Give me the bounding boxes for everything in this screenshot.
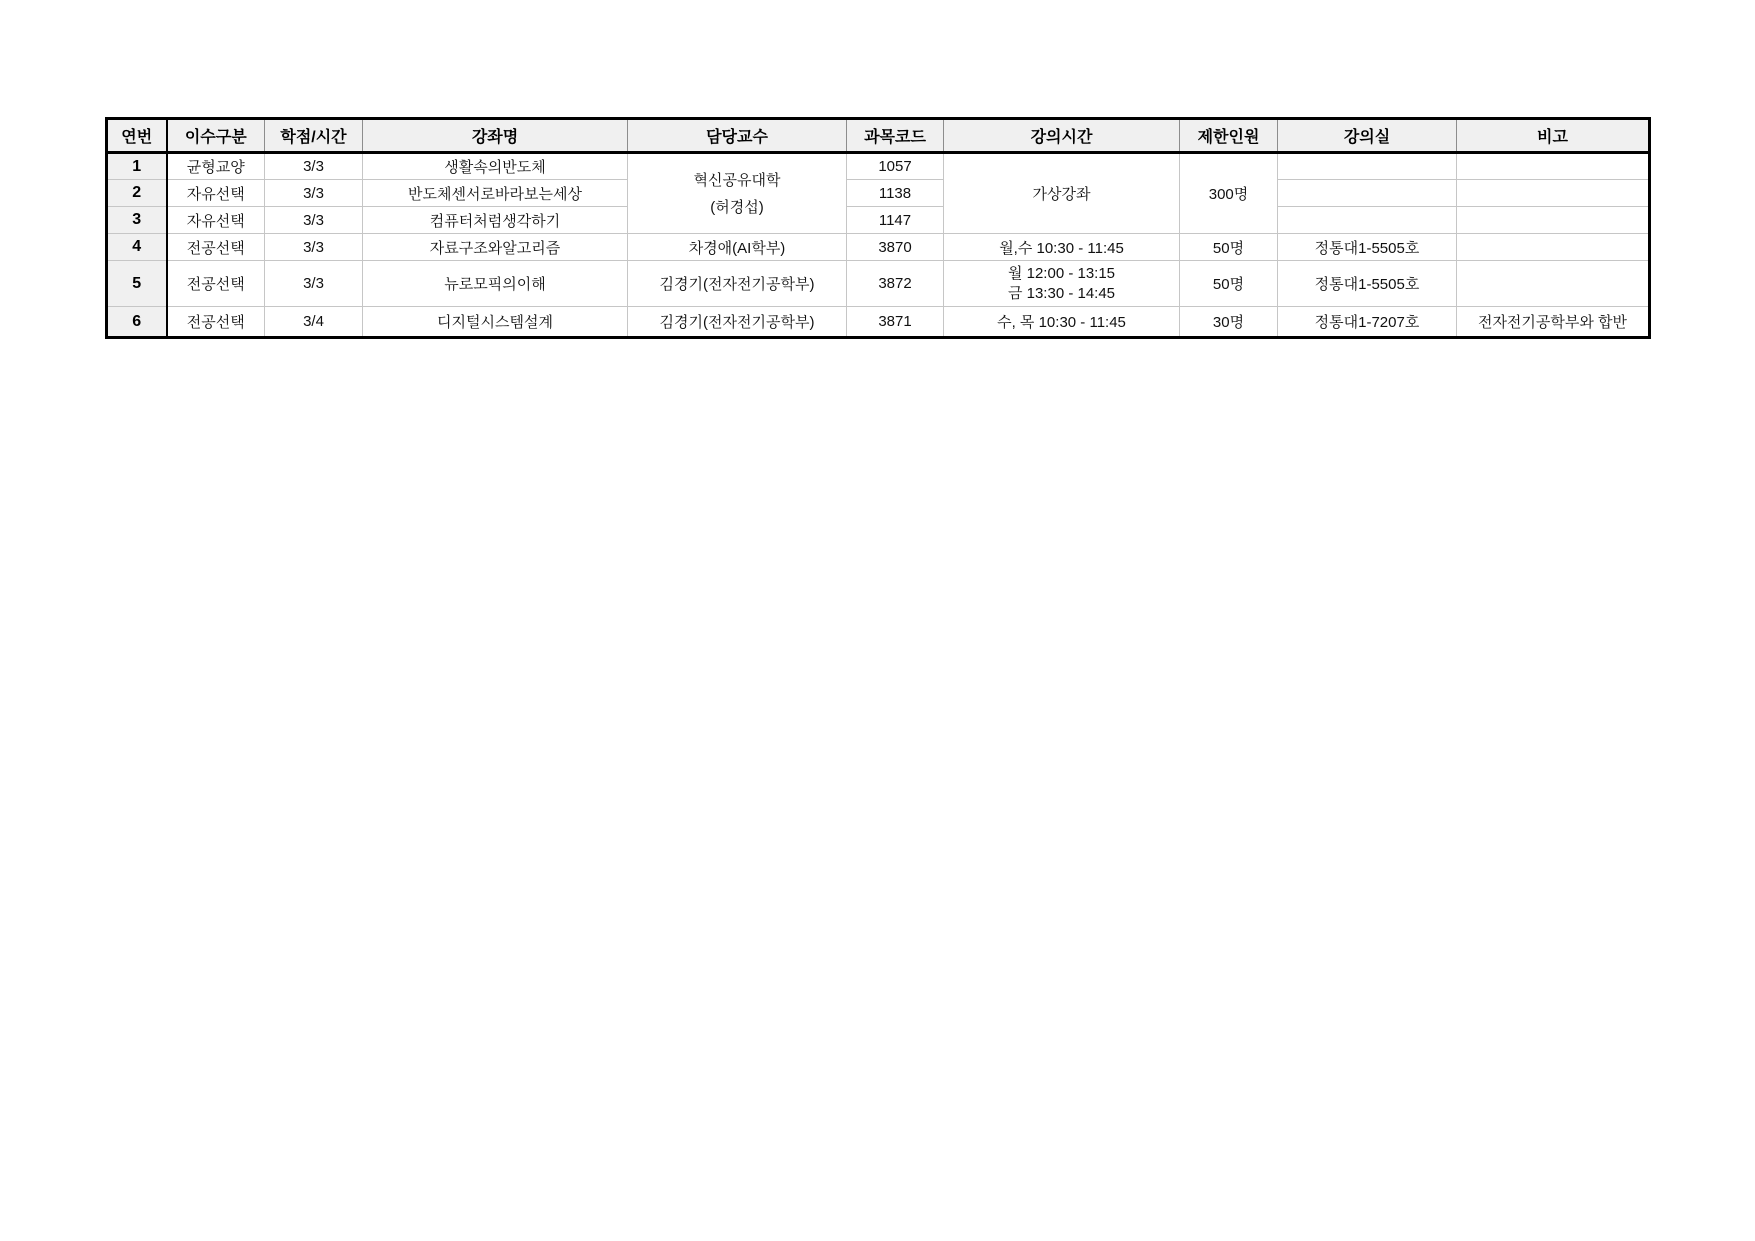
col-header-category: 이수구분 xyxy=(167,119,265,153)
cell-r4-course: 자료구조와알고리즘 xyxy=(363,234,628,261)
cell-r3-room xyxy=(1278,207,1457,234)
cell-r5-professor: 김경기(전자전기공학부) xyxy=(628,261,847,307)
cell-r1-room xyxy=(1278,153,1457,180)
cell-r3-no: 3 xyxy=(107,207,167,234)
professor-merged-line1: 혁신공유대학 xyxy=(693,171,781,189)
cell-r4-credits: 3/3 xyxy=(265,234,363,261)
col-header-course: 강좌명 xyxy=(363,119,628,153)
cell-r4-note xyxy=(1457,234,1650,261)
cell-r6-code: 3871 xyxy=(847,307,944,338)
table-row-2 xyxy=(107,180,1650,207)
table-row-5 xyxy=(107,261,1650,307)
cell-professor-merged xyxy=(628,153,847,234)
r5-time-line2: 금 13:30 - 14:45 xyxy=(1007,284,1116,302)
cell-r2-category: 자유선택 xyxy=(167,180,265,207)
col-header-time: 강의시간 xyxy=(944,119,1180,153)
cell-r1-credits: 3/3 xyxy=(265,153,363,180)
cell-r6-credits: 3/4 xyxy=(265,307,363,338)
cell-r2-note xyxy=(1457,180,1650,207)
cell-r4-category: 전공선택 xyxy=(167,234,265,261)
cell-r1-code: 1057 xyxy=(847,153,944,180)
cell-r5-no: 5 xyxy=(107,261,167,307)
cell-r6-professor: 김경기(전자전기공학부) xyxy=(628,307,847,338)
cell-r4-time: 월,수 10:30 - 11:45 xyxy=(944,234,1180,261)
cell-r2-credits: 3/3 xyxy=(265,180,363,207)
cell-r6-course: 디지털시스템설계 xyxy=(363,307,628,338)
cell-r1-note xyxy=(1457,153,1650,180)
cell-r5-limit: 50명 xyxy=(1180,261,1278,307)
course-table-container xyxy=(105,117,1651,339)
cell-r1-no: 1 xyxy=(107,153,167,180)
cell-r3-credits: 3/3 xyxy=(265,207,363,234)
cell-r6-time: 수, 목 10:30 - 11:45 xyxy=(944,307,1180,338)
col-header-code: 과목코드 xyxy=(847,119,944,153)
cell-r2-room xyxy=(1278,180,1457,207)
cell-r1-course: 생활속의반도체 xyxy=(363,153,628,180)
cell-r5-course: 뉴로모픽의이해 xyxy=(363,261,628,307)
cell-r5-code: 3872 xyxy=(847,261,944,307)
cell-r6-category: 전공선택 xyxy=(167,307,265,338)
cell-r5-note xyxy=(1457,261,1650,307)
course-table xyxy=(105,117,1651,339)
cell-r5-credits: 3/3 xyxy=(265,261,363,307)
cell-r2-code: 1138 xyxy=(847,180,944,207)
cell-r4-limit: 50명 xyxy=(1180,234,1278,261)
professor-merged-line2: (허경섭) xyxy=(710,198,764,216)
cell-r3-code: 1147 xyxy=(847,207,944,234)
cell-r1-category: 균형교양 xyxy=(167,153,265,180)
table-row-4 xyxy=(107,234,1650,261)
cell-r2-course: 반도체센서로바라보는세상 xyxy=(363,180,628,207)
cell-r4-no: 4 xyxy=(107,234,167,261)
cell-r6-limit: 30명 xyxy=(1180,307,1278,338)
r5-time-line1: 월 12:00 - 13:15 xyxy=(1007,264,1116,282)
cell-r4-code: 3870 xyxy=(847,234,944,261)
col-header-limit: 제한인원 xyxy=(1180,119,1278,153)
cell-r2-no: 2 xyxy=(107,180,167,207)
table-row-1 xyxy=(107,153,1650,180)
cell-r5-room: 정통대1-5505호 xyxy=(1278,261,1457,307)
col-header-note: 비고 xyxy=(1457,119,1650,153)
col-header-room: 강의실 xyxy=(1278,119,1457,153)
cell-r5-category: 전공선택 xyxy=(167,261,265,307)
table-row-3 xyxy=(107,207,1650,234)
cell-time-merged: 가상강좌 xyxy=(944,153,1180,234)
header-row xyxy=(107,119,1650,153)
cell-r6-no: 6 xyxy=(107,307,167,338)
cell-limit-merged: 300명 xyxy=(1180,153,1278,234)
cell-r3-category: 자유선택 xyxy=(167,207,265,234)
cell-r4-professor: 차경애(AI학부) xyxy=(628,234,847,261)
cell-r3-course: 컴퓨터처럼생각하기 xyxy=(363,207,628,234)
col-header-no: 연번 xyxy=(107,119,167,153)
cell-r5-time xyxy=(944,261,1180,307)
cell-r3-note xyxy=(1457,207,1650,234)
cell-r4-room: 정통대1-5505호 xyxy=(1278,234,1457,261)
cell-r6-room: 정통대1-7207호 xyxy=(1278,307,1457,338)
col-header-credits: 학점/시간 xyxy=(265,119,363,153)
col-header-professor: 담당교수 xyxy=(628,119,847,153)
cell-r6-note: 전자전기공학부와 합반 xyxy=(1457,307,1650,338)
table-row-6 xyxy=(107,307,1650,338)
